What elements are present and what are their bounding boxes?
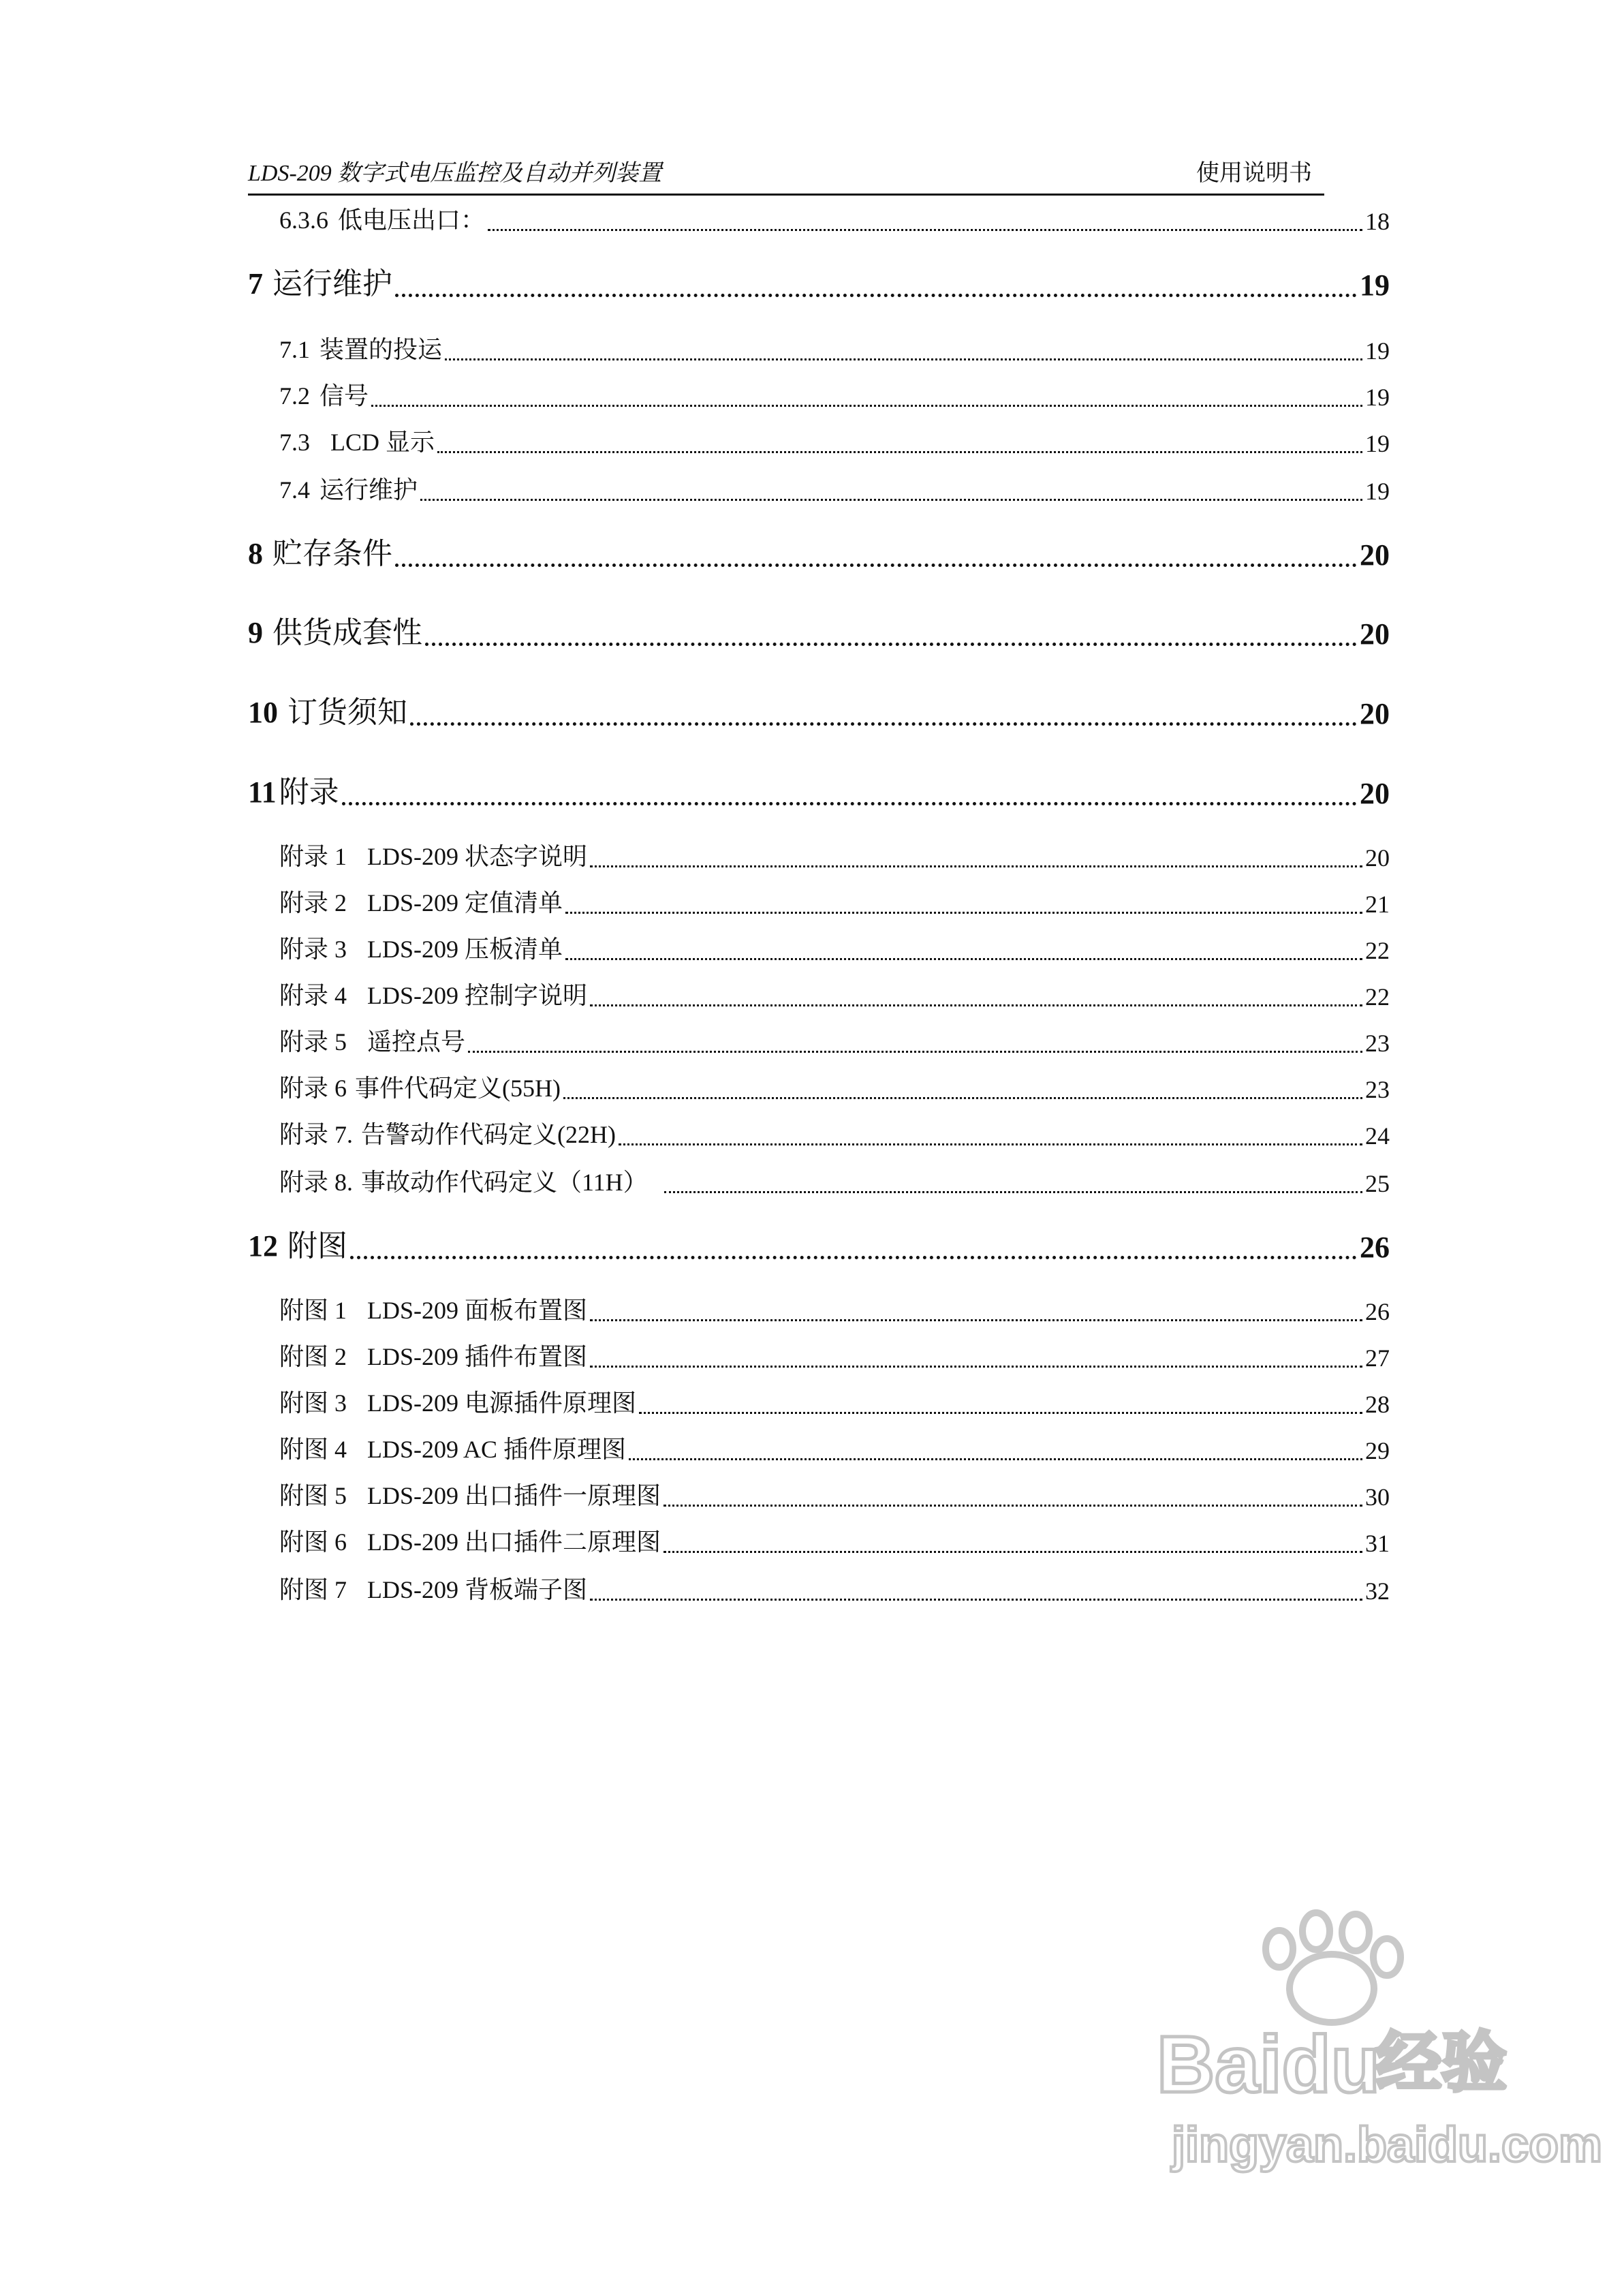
toc-page-number: 31 bbox=[1365, 1530, 1390, 1557]
toc-page-number: 21 bbox=[1365, 891, 1390, 918]
toc-number: 9 bbox=[248, 616, 263, 649]
toc-entry-7-4[interactable] bbox=[279, 472, 1390, 506]
dot-leader bbox=[590, 1319, 1362, 1321]
toc-number: 附录 8. bbox=[279, 1169, 354, 1196]
dot-leader bbox=[663, 1551, 1362, 1553]
toc-number: 附图 3 bbox=[279, 1389, 347, 1417]
toc-entry-7-2[interactable] bbox=[279, 378, 1390, 412]
toc-number: 12 bbox=[248, 1229, 278, 1263]
toc-title: 贮存条件 bbox=[272, 537, 392, 570]
toc-number: 附录 2 bbox=[279, 889, 347, 917]
toc-page-number: 20 bbox=[1360, 538, 1390, 572]
toc-title: 附录 bbox=[279, 775, 339, 809]
toc-entry-8[interactable] bbox=[248, 532, 1390, 572]
toc-entry-appendix-6[interactable] bbox=[279, 1070, 1390, 1104]
toc-entry-11[interactable] bbox=[248, 770, 1390, 811]
toc-entry-figure-3[interactable] bbox=[279, 1385, 1390, 1419]
toc-entry-appendix-3[interactable] bbox=[279, 931, 1390, 965]
toc-number: 附图 2 bbox=[279, 1343, 347, 1370]
toc-page-number: 29 bbox=[1365, 1437, 1390, 1464]
toc-number: 附图 6 bbox=[279, 1528, 347, 1556]
toc-title: LDS-209 定值清单 bbox=[367, 889, 563, 917]
toc-number: 6.3.6 bbox=[279, 206, 328, 234]
toc-title: LDS-209 AC 插件原理图 bbox=[367, 1436, 627, 1463]
toc-number: 附录 7. bbox=[279, 1121, 354, 1148]
toc-entry-6-3-6[interactable] bbox=[279, 202, 1390, 236]
toc-page-number: 20 bbox=[1365, 844, 1390, 872]
dot-leader bbox=[629, 1458, 1362, 1460]
toc-title: LDS-209 状态字说明 bbox=[367, 843, 588, 870]
toc-page-number: 19 bbox=[1365, 430, 1390, 457]
toc-number: 附图 1 bbox=[279, 1297, 347, 1324]
dot-leader bbox=[590, 1366, 1362, 1368]
dot-leader bbox=[410, 722, 1357, 726]
toc-entry-7[interactable] bbox=[248, 262, 1390, 303]
toc-number: 附录 1 bbox=[279, 843, 347, 870]
toc-title: LDS-209 压板清单 bbox=[367, 936, 563, 963]
toc-page-number: 19 bbox=[1365, 337, 1390, 365]
toc-title: 告警动作代码定义(22H) bbox=[361, 1121, 616, 1148]
toc-entry-10[interactable] bbox=[248, 690, 1390, 731]
toc-number: 7 bbox=[248, 267, 263, 301]
toc-entry-appendix-2[interactable] bbox=[279, 884, 1390, 919]
toc-page-number: 24 bbox=[1365, 1122, 1390, 1150]
dot-leader bbox=[639, 1412, 1362, 1414]
watermark-url: jingyan.baidu.com bbox=[1172, 2118, 1603, 2172]
toc-entry-appendix-1[interactable] bbox=[279, 838, 1390, 872]
dot-leader bbox=[563, 1097, 1362, 1099]
toc-page-number: 20 bbox=[1360, 617, 1390, 651]
toc-title: 订货须知 bbox=[287, 696, 407, 729]
document-type: 使用说明书 bbox=[1196, 161, 1312, 186]
dot-leader bbox=[371, 405, 1362, 407]
toc-entry-appendix-5[interactable] bbox=[279, 1023, 1390, 1058]
toc-number: 附图 5 bbox=[279, 1482, 347, 1509]
toc-entry-figure-7[interactable] bbox=[279, 1571, 1390, 1605]
dot-leader bbox=[619, 1143, 1362, 1145]
toc-page-number: 19 bbox=[1365, 384, 1390, 411]
toc-title: 遥控点号 bbox=[367, 1028, 466, 1056]
toc-entry-7-1[interactable] bbox=[279, 331, 1390, 365]
dot-leader bbox=[342, 802, 1357, 805]
toc-number: 7.1 bbox=[279, 336, 310, 363]
baidu-jingyan-watermark bbox=[1151, 1908, 1603, 2194]
toc-page-number: 19 bbox=[1365, 478, 1390, 505]
toc-title: 装置的投运 bbox=[319, 336, 443, 363]
dot-leader bbox=[590, 1599, 1362, 1601]
toc-page-number: 22 bbox=[1365, 983, 1390, 1011]
toc-page-number: 22 bbox=[1365, 937, 1390, 964]
dot-leader bbox=[663, 1505, 1362, 1507]
toc-title: 供货成套性 bbox=[272, 616, 422, 649]
toc-title: LDS-209 电源插件原理图 bbox=[367, 1389, 637, 1417]
dot-leader bbox=[425, 643, 1357, 646]
watermark-brand: Baidu bbox=[1157, 2020, 1380, 2110]
toc-title: 附图 bbox=[287, 1229, 347, 1263]
toc-entry-appendix-8[interactable] bbox=[279, 1164, 1390, 1198]
dot-leader bbox=[445, 358, 1362, 360]
dot-leader bbox=[590, 1004, 1362, 1006]
toc-page-number: 23 bbox=[1365, 1030, 1390, 1057]
toc-title: LDS-209 控制字说明 bbox=[367, 982, 588, 1009]
toc-title: LDS-209 插件布置图 bbox=[367, 1343, 588, 1370]
dot-leader bbox=[420, 499, 1362, 501]
toc-title: 运行维护 bbox=[319, 476, 418, 504]
watermark-suffix: 经验 bbox=[1376, 2024, 1507, 2101]
toc-number: 附录 3 bbox=[279, 936, 347, 963]
header-divider bbox=[248, 194, 1324, 196]
toc-number: 11 bbox=[248, 775, 277, 809]
toc-entry-appendix-4[interactable] bbox=[279, 977, 1390, 1011]
toc-page-number: 30 bbox=[1365, 1483, 1390, 1511]
dot-leader bbox=[664, 1191, 1362, 1193]
toc-title: 低电压出口： bbox=[338, 206, 486, 234]
toc-number: 7.2 bbox=[279, 382, 310, 410]
paw-icon bbox=[1266, 1913, 1401, 2022]
toc-page-number: 18 bbox=[1365, 208, 1390, 235]
dot-leader bbox=[488, 229, 1362, 231]
toc-title: LDS-209 背板端子图 bbox=[367, 1576, 588, 1603]
toc-entry-figure-2[interactable] bbox=[279, 1338, 1390, 1372]
toc-page-number: 19 bbox=[1360, 268, 1390, 302]
toc-number: 7.3 bbox=[279, 429, 310, 456]
toc-title: 事故动作代码定义（11H） bbox=[361, 1169, 648, 1196]
toc-number: 附录 4 bbox=[279, 982, 347, 1009]
toc-title: 运行维护 bbox=[272, 267, 392, 301]
toc-entry-figure-4[interactable] bbox=[279, 1431, 1390, 1465]
toc-title: LDS-209 面板布置图 bbox=[367, 1297, 588, 1324]
toc-entry-9[interactable] bbox=[248, 611, 1390, 651]
dot-leader bbox=[468, 1051, 1362, 1053]
toc-page-number: 28 bbox=[1365, 1391, 1390, 1418]
toc-title: LCD 显示 bbox=[330, 429, 435, 456]
toc-entry-figure-1[interactable] bbox=[279, 1292, 1390, 1326]
toc-entry-7-3[interactable] bbox=[279, 424, 1390, 458]
document-title: LDS-209 数字式电压监控及自动并列装置 bbox=[248, 161, 662, 186]
toc-entry-appendix-7[interactable] bbox=[279, 1116, 1390, 1150]
toc-number: 附图 7 bbox=[279, 1576, 347, 1603]
toc-title: LDS-209 出口插件一原理图 bbox=[367, 1482, 661, 1509]
toc-entry-figure-6[interactable] bbox=[279, 1524, 1390, 1558]
dot-leader bbox=[437, 451, 1362, 453]
toc-number: 7.4 bbox=[279, 476, 310, 504]
toc-number: 8 bbox=[248, 537, 263, 570]
dot-leader bbox=[565, 912, 1362, 914]
dot-leader bbox=[350, 1256, 1357, 1259]
toc-entry-12[interactable] bbox=[248, 1224, 1390, 1265]
toc-page-number: 25 bbox=[1365, 1170, 1390, 1197]
toc-page-number: 32 bbox=[1365, 1577, 1390, 1605]
toc-page-number: 26 bbox=[1365, 1298, 1390, 1325]
toc-title: LDS-209 出口插件二原理图 bbox=[367, 1528, 661, 1556]
dot-leader bbox=[395, 294, 1357, 297]
toc-page-number: 23 bbox=[1365, 1076, 1390, 1103]
toc-number: 10 bbox=[248, 696, 278, 729]
toc-page-number: 20 bbox=[1360, 777, 1390, 810]
dot-leader bbox=[590, 865, 1362, 867]
toc-page-number: 20 bbox=[1360, 697, 1390, 730]
toc-title: 事件代码定义(55H) bbox=[355, 1075, 561, 1102]
toc-number: 附图 4 bbox=[279, 1436, 347, 1463]
dot-leader bbox=[565, 958, 1362, 960]
toc-entry-figure-5[interactable] bbox=[279, 1477, 1390, 1511]
dot-leader bbox=[395, 564, 1357, 567]
page-header bbox=[248, 154, 1324, 187]
toc-page-number: 27 bbox=[1365, 1344, 1390, 1372]
toc-title: 信号 bbox=[319, 382, 369, 410]
toc-number: 附录 6 bbox=[279, 1075, 347, 1102]
toc-number: 附录 5 bbox=[279, 1028, 347, 1056]
toc-page-number: 26 bbox=[1360, 1231, 1390, 1264]
